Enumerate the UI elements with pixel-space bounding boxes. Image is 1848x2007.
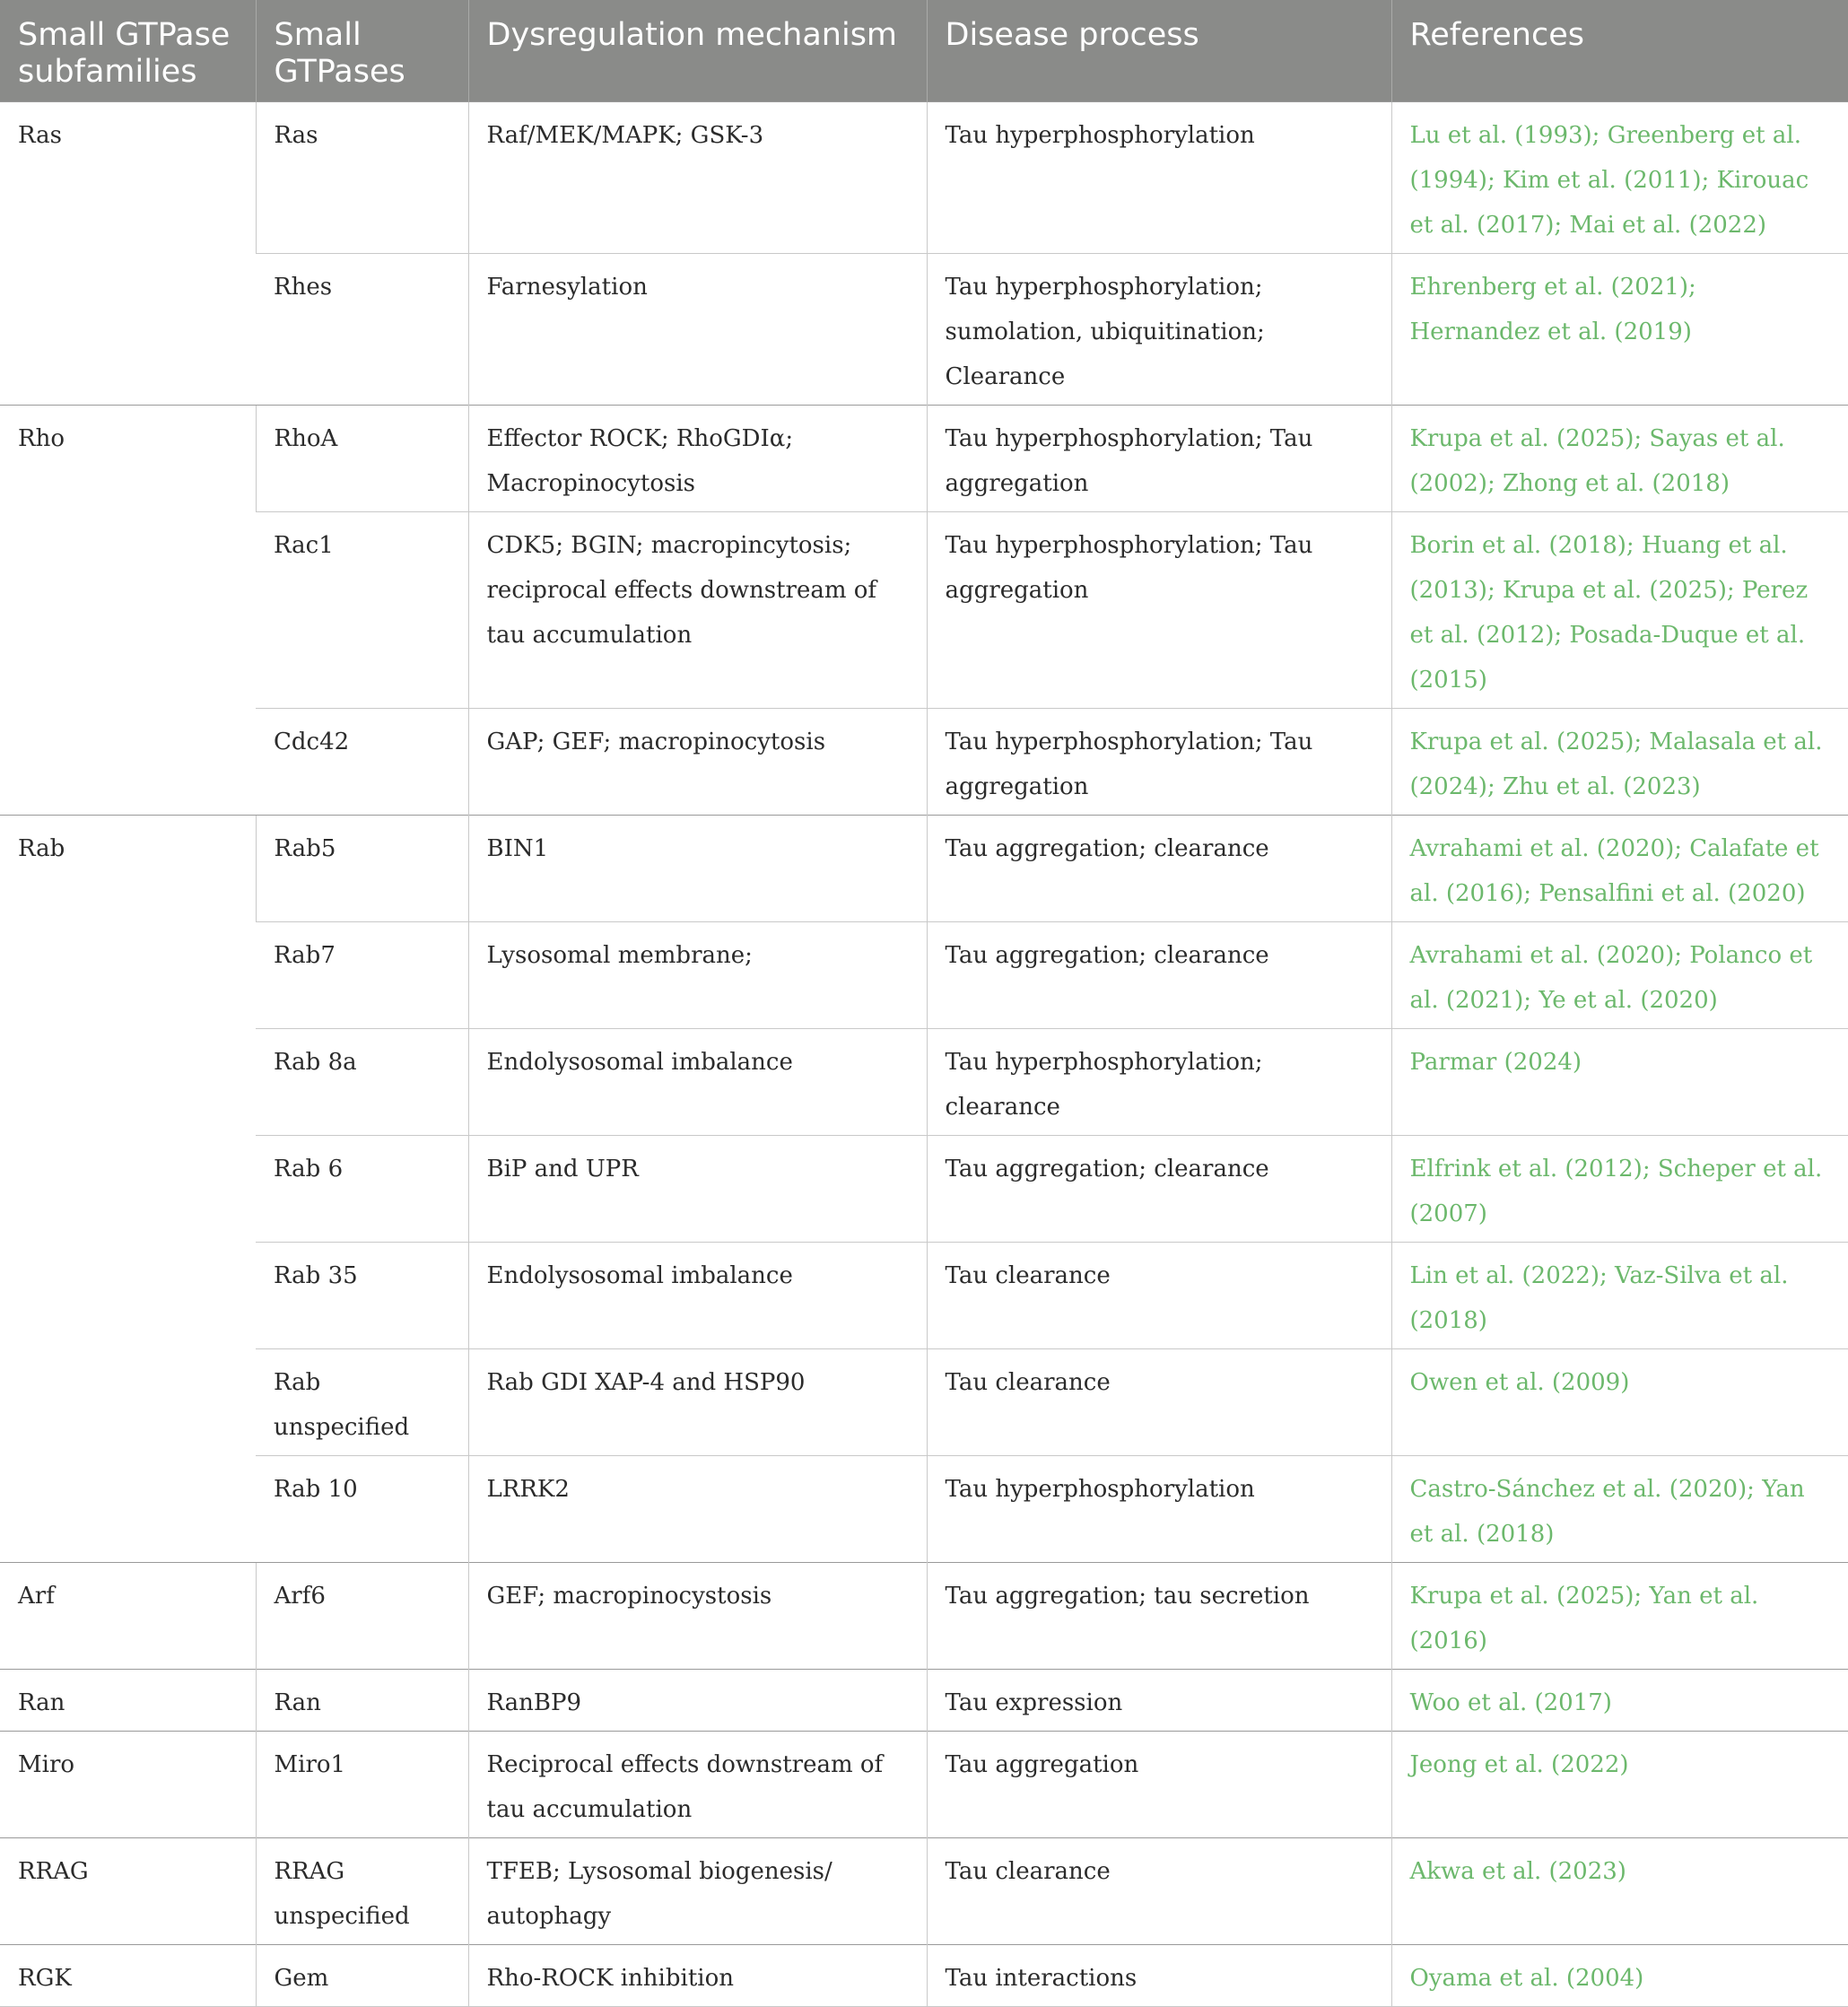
disease-cell: Tau hyperphosphorylation; sumolation, ubiquitination; Clearance [927, 254, 1391, 406]
table-row [0, 1136, 1848, 1243]
mechanism-cell: Effector ROCK; RhoGDIα; Macropinocytosis [468, 406, 927, 512]
disease-cell: Tau clearance [927, 1243, 1391, 1349]
gtpase-cell: RhoA [256, 406, 468, 512]
gtpase-cell: Ras [256, 102, 468, 254]
mechanism-cell: Endolysosomal imbalance [468, 1029, 927, 1136]
table-row [0, 1456, 1848, 1563]
references-cell[interactable]: Owen et al. (2009) [1391, 1349, 1848, 1456]
references-cell[interactable]: Krupa et al. (2025); Malasala et al. (2024); Zhu et al. (2023) [1391, 709, 1848, 816]
gtpase-cell: Rab 6 [256, 1136, 468, 1243]
disease-cell: Tau aggregation; clearance [927, 922, 1391, 1029]
references-cell[interactable]: Krupa et al. (2025); Yan et al. (2016) [1391, 1563, 1848, 1670]
table-row [0, 512, 1848, 709]
disease-cell: Tau expression [927, 1670, 1391, 1732]
disease-cell: Tau hyperphosphorylation; Tau aggregation [927, 406, 1391, 512]
disease-cell: Tau aggregation; clearance [927, 816, 1391, 922]
gtpase-cell: Rab7 [256, 922, 468, 1029]
disease-cell: Tau aggregation; tau secretion [927, 1563, 1391, 1670]
mechanism-cell: TFEB; Lysosomal biogenesis/ autophagy [468, 1838, 927, 1945]
mechanism-cell: GAP; GEF; macropinocytosis [468, 709, 927, 816]
references-cell[interactable]: Castro-Sánchez et al. (2020); Yan et al. (2018) [1391, 1456, 1848, 1563]
references-cell[interactable]: Jeong et al. (2022) [1391, 1732, 1848, 1838]
table-row [0, 1349, 1848, 1456]
references-cell[interactable]: Lin et al. (2022); Vaz-Silva et al. (2018) [1391, 1243, 1848, 1349]
references-cell[interactable]: Krupa et al. (2025); Sayas et al. (2002); Zhong et al. (2018) [1391, 406, 1848, 512]
mechanism-cell: Farnesylation [468, 254, 927, 406]
header-mechanism: Dysregulation mechanism [468, 0, 927, 102]
disease-cell: Tau hyperphosphorylation; Tau aggregation [927, 709, 1391, 816]
mechanism-cell: LRRK2 [468, 1456, 927, 1563]
references-cell[interactable]: Avrahami et al. (2020); Calafate et al. (2016); Pensalfini et al. (2020) [1391, 816, 1848, 922]
header-disease: Disease process [927, 0, 1391, 102]
disease-cell: Tau clearance [927, 1349, 1391, 1456]
header-references: References [1391, 0, 1848, 102]
references-cell[interactable]: Elfrink et al. (2012); Scheper et al. (2007) [1391, 1136, 1848, 1243]
mechanism-cell: Endolysosomal imbalance [468, 1243, 927, 1349]
gtpase-cell: Ran [256, 1670, 468, 1732]
subfamily-cell: Rho [0, 406, 256, 816]
mechanism-cell: GEF; macropinocystosis [468, 1563, 927, 1670]
disease-cell: Tau clearance [927, 1838, 1391, 1945]
mechanism-cell: CDK5; BGIN; macropincytosis; reciprocal effects downstream of tau accumulation [468, 512, 927, 709]
table-row [0, 709, 1848, 816]
gtpase-cell: Rhes [256, 254, 468, 406]
subfamily-cell: Ran [0, 1670, 256, 1732]
references-cell[interactable]: Lu et al. (1993); Greenberg et al. (1994); Kim et al. (2011); Kirouac et al. (2017); Mai et al. (2022) [1391, 102, 1848, 254]
subfamily-cell: RGK [0, 1945, 256, 2007]
mechanism-cell: RanBP9 [468, 1670, 927, 1732]
disease-cell: Tau hyperphosphorylation; Tau aggregation [927, 512, 1391, 709]
table-row [0, 1732, 1848, 1838]
table-row [0, 1945, 1848, 2007]
gtpase-cell: Rab5 [256, 816, 468, 922]
mechanism-cell: BIN1 [468, 816, 927, 922]
header-subfamily: Small GTPase subfamilies [0, 0, 256, 102]
references-cell[interactable]: Oyama et al. (2004) [1391, 1945, 1848, 2007]
subfamily-cell: Ras [0, 102, 256, 406]
disease-cell: Tau hyperphosphorylation [927, 1456, 1391, 1563]
table-row [0, 254, 1848, 406]
header-gtpase: Small GTPases [256, 0, 468, 102]
mechanism-cell: Raf/MEK/MAPK; GSK-3 [468, 102, 927, 254]
gtpase-cell: Cdc42 [256, 709, 468, 816]
disease-cell: Tau interactions [927, 1945, 1391, 2007]
table-row [0, 1243, 1848, 1349]
gtpase-cell: Rac1 [256, 512, 468, 709]
header-row [0, 0, 1848, 102]
gtpase-cell: Rab unspecified [256, 1349, 468, 1456]
disease-cell: Tau aggregation [927, 1732, 1391, 1838]
table-row [0, 1029, 1848, 1136]
table-row [0, 922, 1848, 1029]
table-body [0, 102, 1848, 2007]
table-row [0, 406, 1848, 512]
references-cell[interactable]: Parmar (2024) [1391, 1029, 1848, 1136]
disease-cell: Tau aggregation; clearance [927, 1136, 1391, 1243]
gtpase-cell: Rab 10 [256, 1456, 468, 1563]
references-cell[interactable]: Akwa et al. (2023) [1391, 1838, 1848, 1945]
table-row [0, 102, 1848, 254]
subfamily-cell: Rab [0, 816, 256, 1563]
references-cell[interactable]: Woo et al. (2017) [1391, 1670, 1848, 1732]
gtpase-cell: Rab 35 [256, 1243, 468, 1349]
mechanism-cell: Reciprocal effects downstream of tau accumulation [468, 1732, 927, 1838]
subfamily-cell: RRAG [0, 1838, 256, 1945]
table-row [0, 1838, 1848, 1945]
gtpase-cell: Rab 8a [256, 1029, 468, 1136]
mechanism-cell: Lysosomal membrane; [468, 922, 927, 1029]
table-row [0, 816, 1848, 922]
gtpase-cell: Arf6 [256, 1563, 468, 1670]
table-header [0, 0, 1848, 102]
mechanism-cell: BiP and UPR [468, 1136, 927, 1243]
subfamily-cell: Miro [0, 1732, 256, 1838]
disease-cell: Tau hyperphosphorylation [927, 102, 1391, 254]
mechanism-cell: Rho-ROCK inhibition [468, 1945, 927, 2007]
gtpase-cell: Miro1 [256, 1732, 468, 1838]
table-row [0, 1563, 1848, 1670]
references-cell[interactable]: Borin et al. (2018); Huang et al. (2013); Krupa et al. (2025); Perez et al. (2012); Posada-Duque et al. (2015) [1391, 512, 1848, 709]
disease-cell: Tau hyperphosphorylation; clearance [927, 1029, 1391, 1136]
subfamily-cell: Arf [0, 1563, 256, 1670]
table-row [0, 1670, 1848, 1732]
references-cell[interactable]: Avrahami et al. (2020); Polanco et al. (2021); Ye et al. (2020) [1391, 922, 1848, 1029]
gtpase-cell: Gem [256, 1945, 468, 2007]
references-cell[interactable]: Ehrenberg et al. (2021); Hernandez et al. (2019) [1391, 254, 1848, 406]
gtpase-cell: RRAG unspecified [256, 1838, 468, 1945]
mechanism-cell: Rab GDI XAP-4 and HSP90 [468, 1349, 927, 1456]
